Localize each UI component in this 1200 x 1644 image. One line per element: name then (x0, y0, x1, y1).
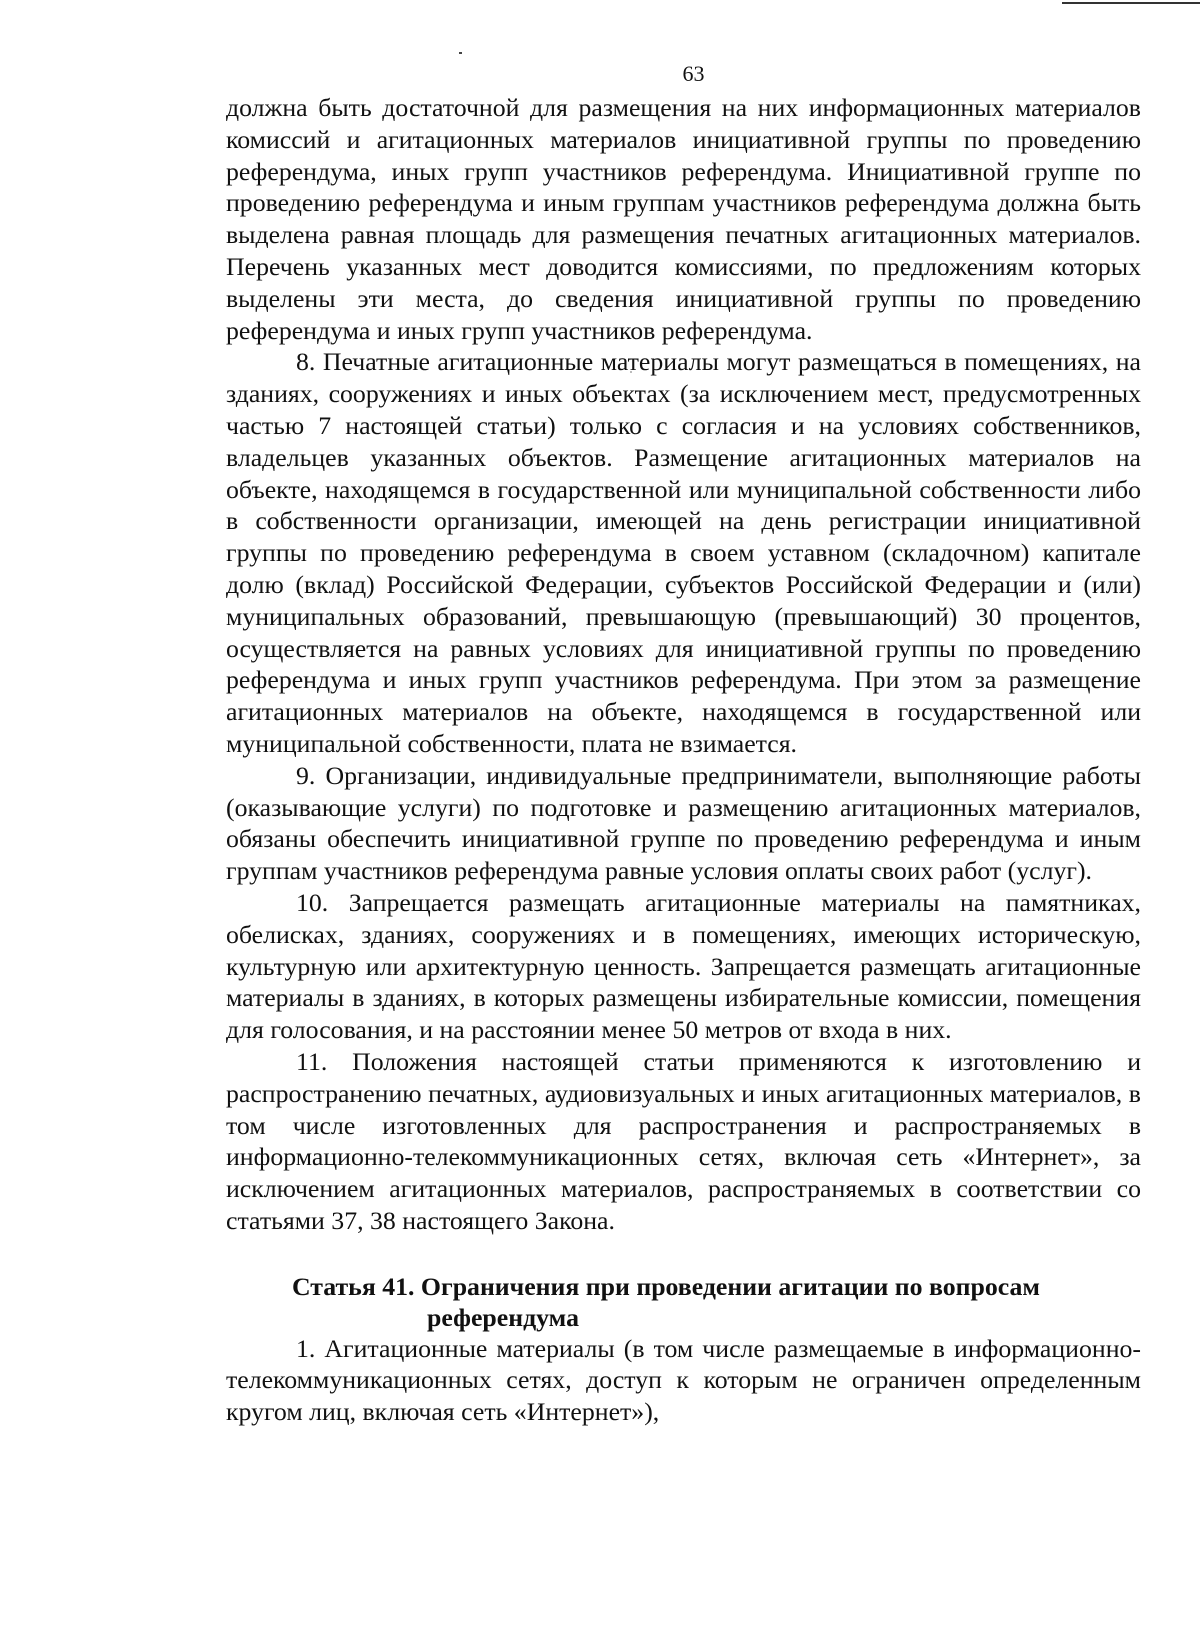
paragraph-8: 8. Печатные агитационные материалы могут размещаться в помещениях, на зданиях, сооружениях и иных объектах (за исключением мест, предусмотренных частью 7 настоящей статьи) только с согласия и на условиях собственников, владельцев указанных объектов. Размещение агитационных материалов на объекте, находящемся в государственной или муниципальной собственности либо в собственности организации, имеющей на день регистрации инициативной группы по проведению референдума в своем уставном (складочном) капитале долю (вклад) Российской Федерации, субъектов Российской Федерации и (или) муниципальных образований, превышающую (превышающий) 30 процентов, осуществляется на равных условиях для инициативной группы по проведению референдума и иных групп участников референдума. При этом за размещение агитационных материалов на объекте, находящемся в государственной или муниципальной собственности, плата не взимается. (226, 347, 1141, 758)
article-41-paragraph-1: 1. Агитационные материалы (в том числе размещаемые в информационно-телекоммуникационных сетях, доступ к которым не ограничен определенным кругом лиц, включая сеть «Интернет»), (226, 1333, 1141, 1427)
paragraph-10: 10. Запрещается размещать агитационные материалы на памятниках, обелисках, зданиях, сооружениях и в помещениях, имеющих историческую, культурную или архитектурную ценность. Запрещается размещать агитационные материалы в зданиях, в которых размещены избирательные комиссии, помещения для голосования, и на расстоянии менее 50 метров от входа в них. (226, 887, 1141, 1045)
article-heading-line-2: референдума (427, 1302, 579, 1332)
paragraph-continuation: должна быть достаточной для размещения на них информационных материалов комиссий и агитационных материалов инициативной группы по проведению референдума, иных групп участников референдума. Инициативной группе по проведению референдума и иным группам участников референдума должна быть выделена равная площадь для размещения печатных агитационных материалов. Перечень указанных мест доводится комиссиями, по предложениям которых выделены эти места, до сведения инициативной группы по проведению референдума и иных групп участников референдума. (226, 93, 1141, 345)
document-page (226, 60, 1141, 1428)
paragraph-11: 11. Положения настоящей статьи применяются к изготовлению и распространению печатных, аудиовизуальных и иных агитационных материалов, в том числе изготовленных для распространения и распространяемых в информационно-телекоммуникационных сетях, включая сеть «Интернет», за исключением агитационных материалов, распространяемых в соответствии со статьями 37, 38 настоящего Закона. (226, 1046, 1141, 1235)
scan-speck (459, 52, 462, 54)
article-heading-line-1: Статья 41. Ограничения при проведении агитации по вопросам (292, 1271, 1040, 1301)
page-number: 63 (682, 61, 705, 86)
article-41-heading (226, 1271, 1141, 1333)
scan-edge-line (1062, 2, 1200, 4)
paragraph-9: 9. Организации, индивидуальные предприниматели, выполняющие работы (оказывающие услуги) по подготовке и размещению агитационных материалов, обязаны обеспечить инициативной группе по проведению референдума и иным группам участников референдума равные условия оплаты своих работ (услуг). (226, 760, 1141, 886)
